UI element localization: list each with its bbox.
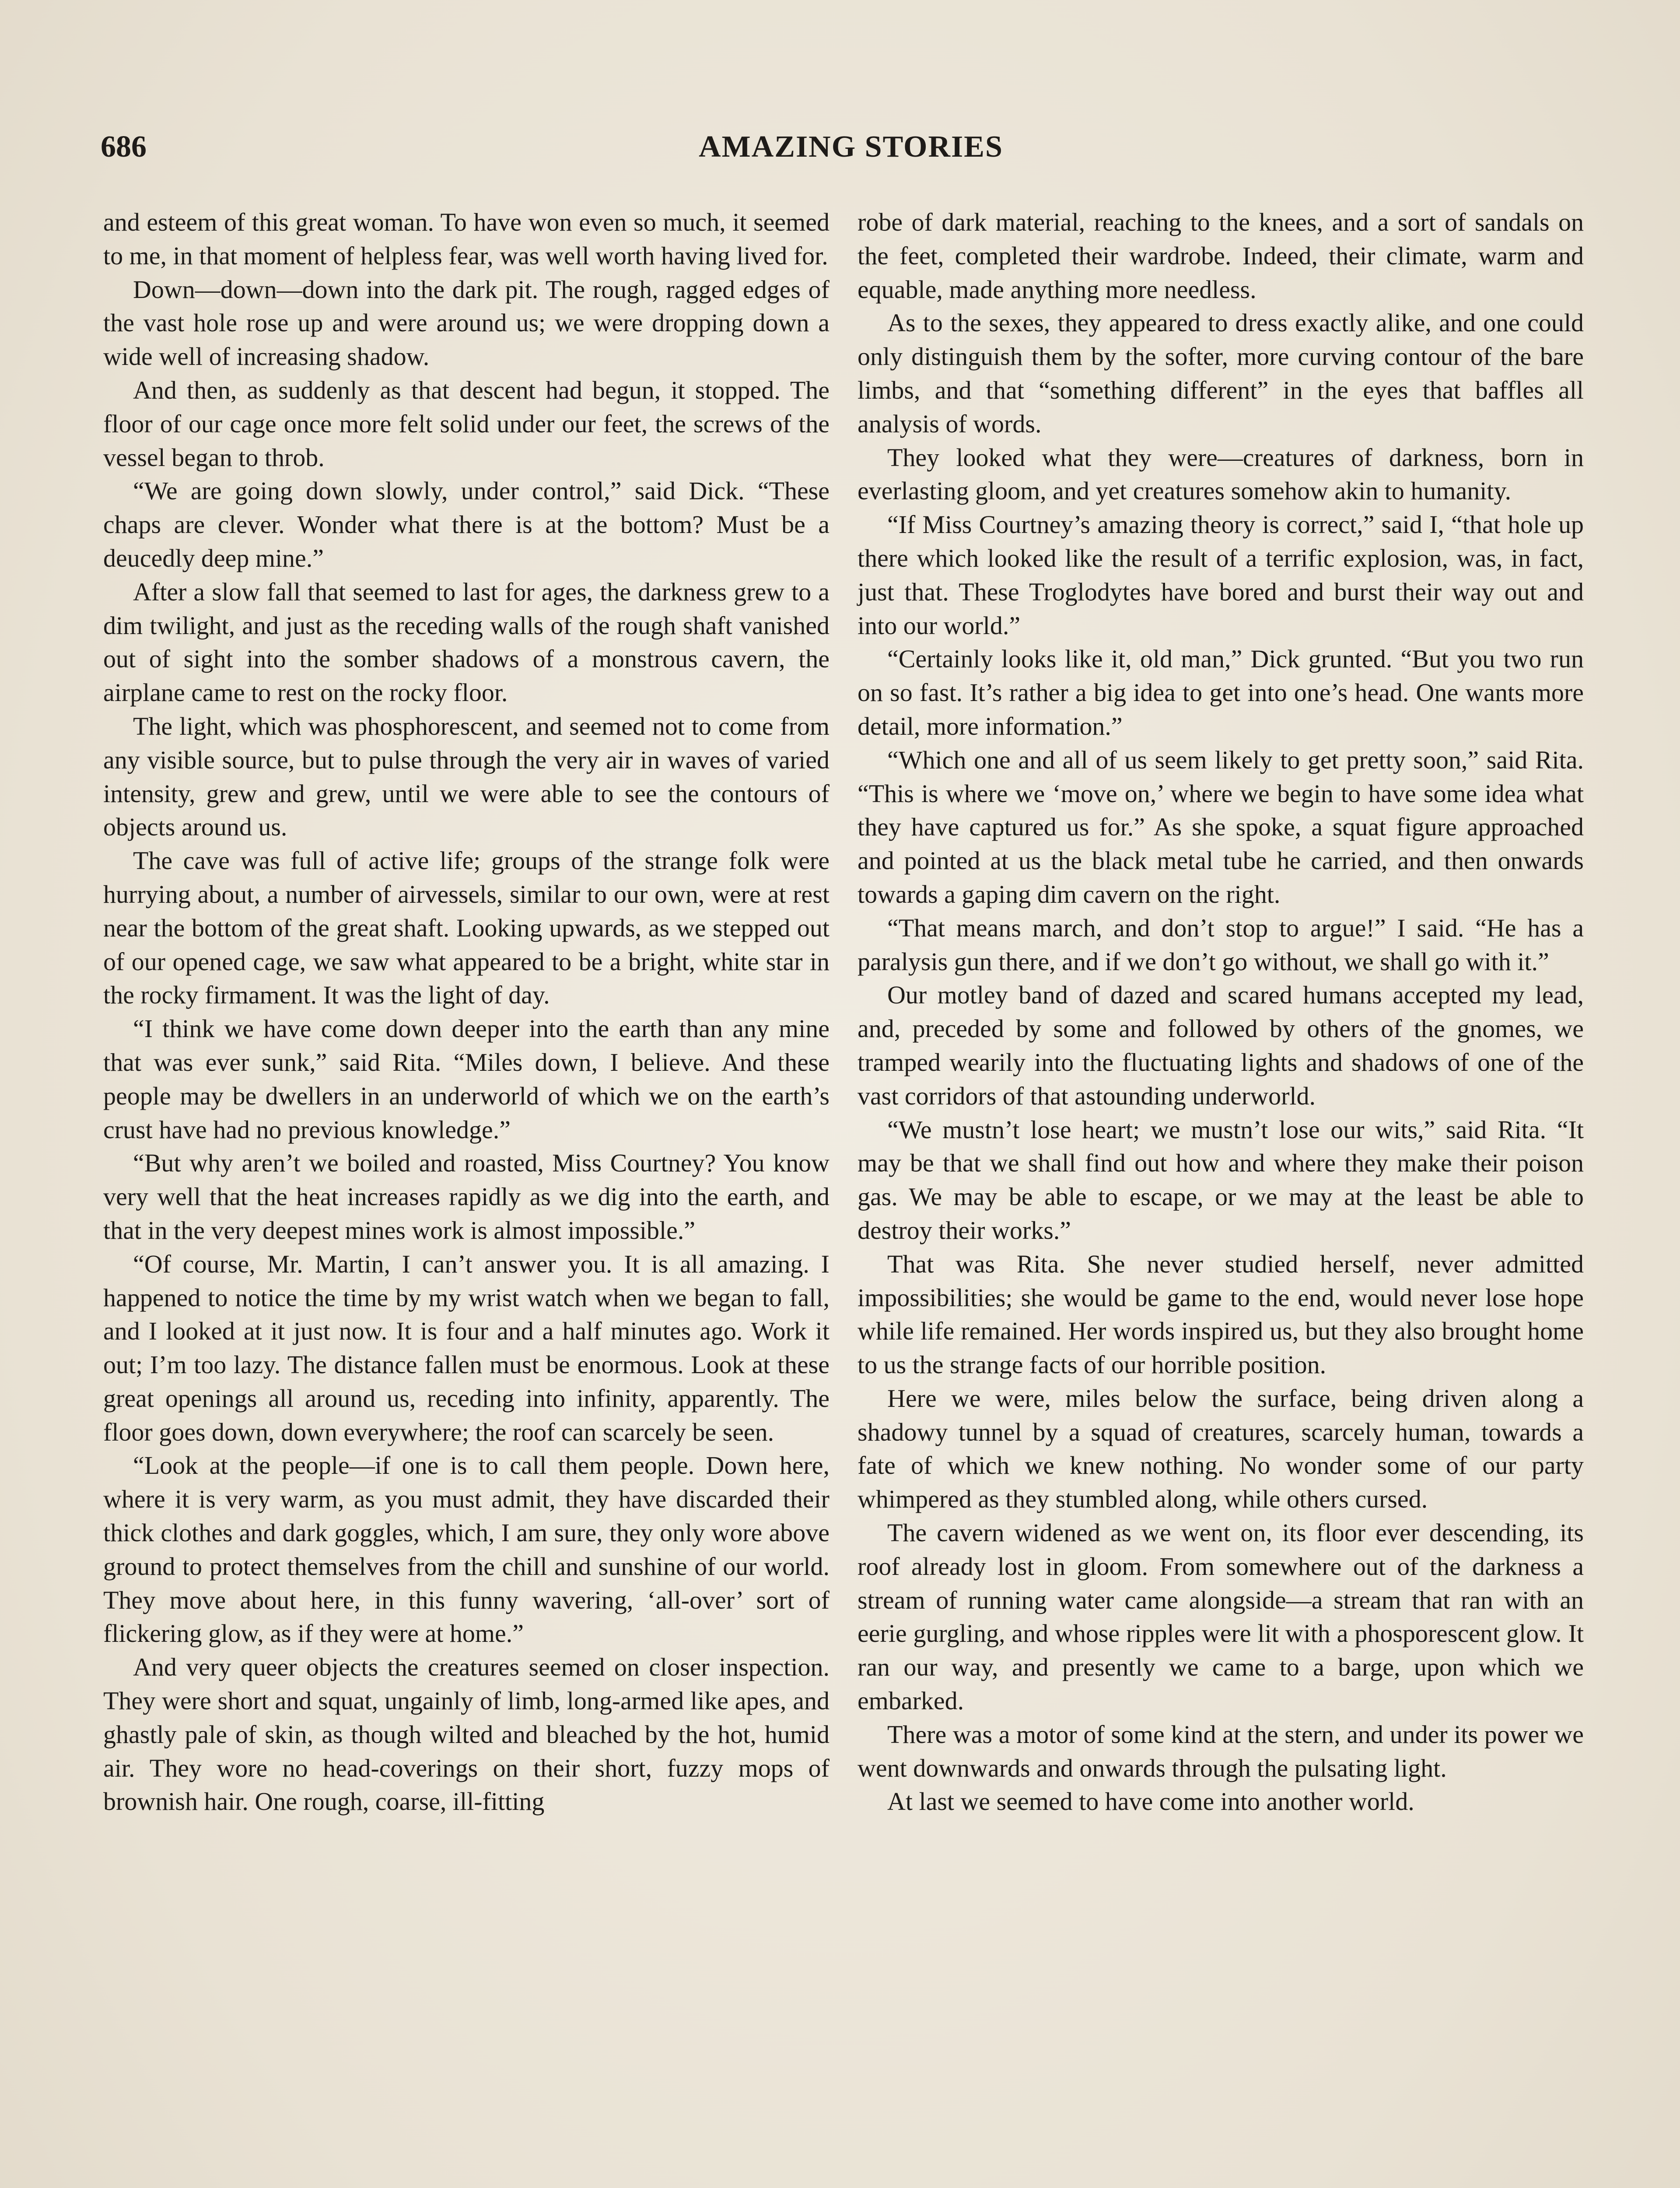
paragraph: Here we were, miles below the surface, being driven along a shadowy tunnel by a squad of creatures, scarcely human, towards a fate of which we knew nothing. No wonder some of our party whimpered as they stumbled along, while others cursed. [858,1384,1584,1514]
paragraph: And very queer objects the creatures seemed on closer inspection. They were short and squat, ungainly of limb, long-armed like apes, and ghastly pale of skin, as though wilted and bleached by the hot, humid air. They wore no head-coverings on their short, fuzzy mops of brownish hair. One rough, coarse, ill-fitting [103,1653,830,1816]
paragraph: “Look at the people—if one is to call them people. Down here, where it is very warm, as you must admit, they have discarded their thick clothes and dark goggles, which, I am sure, they only wore above ground to protect themselves from the chill and sunshine of our world. They move about here, in this funny wavering, ‘all-over’ sort of flickering glow, as if they were at home.” [103,1451,830,1648]
paragraph: “If Miss Courtney’s amazing theory is correct,” said I, “that hole up there which looked like the result of a terrific explosion, was, in fact, just that. These Troglodytes have bored and burst their way out and into our world.” [858,510,1584,640]
page-header [101,130,1601,173]
paragraph: Our motley band of dazed and scared humans accepted my lead, and, preceded by some and followed by others of the gnomes, we tramped wearily into the fluctuating lights and shadows of one of the vast corridors of that astounding underworld. [858,981,1584,1110]
paragraph: and esteem of this great woman. To have won even so much, it seemed to me, in that moment of helpless fear, was well worth having lived for. [103,208,830,270]
paragraph: “We mustn’t lose heart; we mustn’t lose our wits,” said Rita. “It may be that we shall find out how and where they make their poison gas. We may be able to escape, or we may at the least be able to destroy their works.” [858,1115,1584,1245]
paragraph: “That means march, and don’t stop to argue!” I said. “He has a paralysis gun there, and if we don’t go without, we shall go with it.” [858,913,1584,976]
paragraph: “I think we have come down deeper into the earth than any mine that was ever sunk,” said Rita. “Miles down, I believe. And these people may be dwellers in an underworld of which we on the earth’s crust have had no previous knowledge.” [103,1014,830,1144]
paragraph: “We are going down slowly, under control,” said Dick. “These chaps are clever. Wonder what there is at the bottom? Must be a deucedly deep mine.” [103,477,830,572]
paragraph: After a slow fall that seemed to last for ages, the darkness grew to a dim twilight, and just as the receding walls of the rough shaft vanished out of sight into the somber shadows of a monstrous cavern, the airplane came to rest on the rocky floor. [103,577,830,707]
page-number: 686 [101,130,147,164]
paragraph: robe of dark material, reaching to the knees, and a sort of sandals on the feet, completed their wardrobe. Indeed, their climate, warm and equable, made anything more needless. [858,208,1584,304]
paragraph: “But why aren’t we boiled and roasted, Miss Courtney? You know very well that the heat increases rapidly as we dig into the earth, and that in the very deepest mines work is almost impossible.” [103,1149,830,1245]
paragraph: There was a motor of some kind at the stern, and under its power we went downwards and onwards through the pulsating light. [858,1720,1584,1782]
right-column [858,206,1584,1819]
paragraph: The cave was full of active life; groups of the strange folk were hurrying about, a number of airvessels, similar to our own, were at rest near the bottom of the great shaft. Looking upwards, as we stepped out of our opened cage, we saw what appeared to be a bright, white star in the rocky firmament. It was the light of day. [103,846,830,1010]
paragraph: They looked what they were—creatures of darkness, born in everlasting gloom, and yet creatures somehow akin to humanity. [858,443,1584,505]
paragraph: That was Rita. She never studied herself, never admitted impossibilities; she would be game to the end, would never lose hope while life remained. Her words inspired us, but they also brought home to us the strange facts of our horrible position. [858,1249,1584,1379]
paragraph: “Of course, Mr. Martin, I can’t answer you. It is all amazing. I happened to notice the time by my wrist watch when we began to fall, and I looked at it just now. It is four and a half minutes ago. Work it out; I’m too lazy. The distance fallen must be enormous. Look at these great openings all around us, receding into infinity, apparently. The floor goes down, down everywhere; the roof can scarcely be seen. [103,1249,830,1446]
paragraph: Down—down—down into the dark pit. The rough, ragged edges of the vast hole rose up and were around us; we were dropping down a wide well of increasing shadow. [103,275,830,371]
paragraph: As to the sexes, they appeared to dress exactly alike, and one could only distinguish them by the softer, more curving contour of the bare limbs, and that “something different” in the eyes that baffles all analysis of words. [858,309,1584,438]
paragraph: “Which one and all of us seem likely to get pretty soon,” said Rita. “This is where we ‘move on,’ where we begin to have some idea what they have captured us for.” As she spoke, a squat figure approached and pointed at us the black metal tube he carried, and then onwards towards a gaping dim cavern on the right. [858,745,1584,908]
paragraph: The cavern widened as we went on, its floor ever descending, its roof already lost in gloom. From somewhere out of the darkness a stream of running water came alongside—a stream that ran with an eerie gurgling, and whose ripples were lit with a phosporescent glow. It ran our way, and presently we came to a barge, upon which we embarked. [858,1518,1584,1715]
left-column [103,206,830,1819]
paragraph: The light, which was phosphorescent, and seemed not to come from any visible source, but to pulse through the very air in waves of varied intensity, grew and grew, until we were able to see the contours of objects around us. [103,712,830,842]
paragraph: And then, as suddenly as that descent had begun, it stopped. The floor of our cage once more felt solid under our feet, the screws of the vessel began to throb. [103,375,830,472]
paragraph: At last we seemed to have come into another world. [887,1787,1414,1816]
running-title: AMAZING STORIES [699,130,1003,164]
paragraph: “Certainly looks like it, old man,” Dick grunted. “But you two run on so fast. It’s rather a big idea to get into one’s head. One wants more detail, more information.” [858,645,1584,740]
